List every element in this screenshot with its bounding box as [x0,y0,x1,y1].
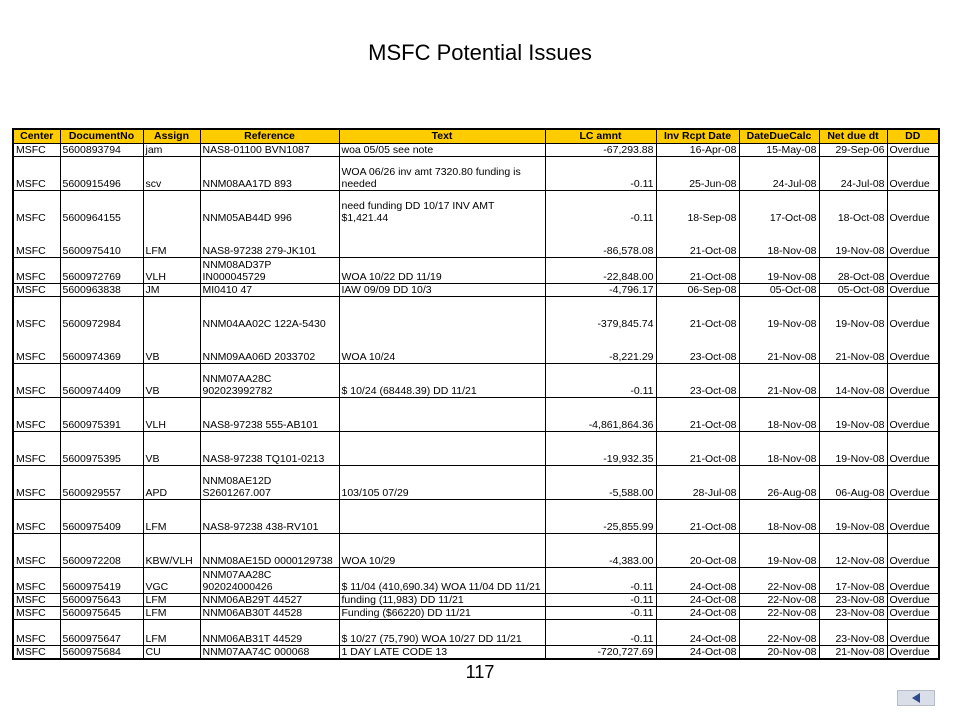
cell-inv-rcpt-date: 24-Oct-08 [656,607,739,620]
cell-reference: NNM08AD37P IN000045729 [200,258,339,284]
cell-reference: NNM08AE12D S2601267.007 [200,466,339,500]
cell-inv-rcpt-date: 21-Oct-08 [656,297,739,331]
cell-center: MSFC [13,594,60,607]
cell-assign: VGC [143,568,200,594]
cell-assign: KBW/VLH [143,534,200,568]
cell-lc-amnt: -4,861,864.36 [545,398,656,432]
cell-inv-rcpt-date: 28-Jul-08 [656,466,739,500]
cell-inv-rcpt-date: 21-Oct-08 [656,500,739,534]
cell-lc-amnt: -0.11 [545,607,656,620]
cell-net-due-dt: 12-Nov-08 [819,534,887,568]
cell-document-no: 5600975643 [60,594,143,607]
cell-center: MSFC [13,398,60,432]
cell-center: MSFC [13,284,60,297]
cell-document-no: 5600963838 [60,284,143,297]
cell-net-due-dt: 23-Nov-08 [819,620,887,646]
cell-document-no: 5600975391 [60,398,143,432]
table-row [13,398,939,432]
cell-lc-amnt: -67,293.88 [545,144,656,157]
cell-net-due-dt: 23-Nov-08 [819,607,887,620]
table-row [13,284,939,297]
cell-date-due-calc: 19-Nov-08 [739,297,819,331]
cell-document-no: 5600972984 [60,297,143,331]
cell-assign: VB [143,432,200,466]
cell-inv-rcpt-date: 24-Oct-08 [656,594,739,607]
cell-center: MSFC [13,157,60,191]
cell-text: 1 DAY LATE CODE 13 [339,646,545,660]
cell-date-due-calc: 22-Nov-08 [739,607,819,620]
cell-assign: LFM [143,224,200,258]
cell-document-no: 5600929557 [60,466,143,500]
cell-dd: Overdue [887,364,939,398]
cell-text: WOA 06/26 inv amt 7320.80 funding is needed [339,157,545,191]
cell-dd: Overdue [887,500,939,534]
cell-document-no: 5600975410 [60,224,143,258]
cell-reference: NNM06AB31T 44529 [200,620,339,646]
cell-dd: Overdue [887,144,939,157]
cell-date-due-calc: 21-Nov-08 [739,330,819,364]
cell-assign: CU [143,646,200,660]
table-row [13,500,939,534]
cell-dd: Overdue [887,284,939,297]
cell-lc-amnt: -720,727.69 [545,646,656,660]
cell-reference: NAS8-97238 555-AB101 [200,398,339,432]
cell-lc-amnt: -22,848.00 [545,258,656,284]
cell-dd: Overdue [887,620,939,646]
cell-dd: Overdue [887,646,939,660]
cell-assign [143,297,200,331]
cell-dd: Overdue [887,191,939,225]
cell-reference: NNM08AE15D 0000129738 [200,534,339,568]
cell-net-due-dt: 19-Nov-08 [819,297,887,331]
table-row [13,364,939,398]
cell-dd: Overdue [887,330,939,364]
table-row [13,534,939,568]
cell-date-due-calc: 17-Oct-08 [739,191,819,225]
header-text: Text [339,129,545,144]
cell-assign: jam [143,144,200,157]
table-row [13,191,939,225]
cell-net-due-dt: 28-Oct-08 [819,258,887,284]
cell-assign [143,191,200,225]
cell-assign: LFM [143,607,200,620]
cell-assign: scv [143,157,200,191]
cell-assign: VLH [143,258,200,284]
back-arrow-icon [912,693,920,703]
cell-lc-amnt: -0.11 [545,594,656,607]
cell-reference: NAS8-01100 BVN1087 [200,144,339,157]
cell-center: MSFC [13,534,60,568]
cell-document-no: 5600975419 [60,568,143,594]
cell-dd: Overdue [887,297,939,331]
cell-text: WOA 10/22 DD 11/19 [339,258,545,284]
cell-assign: VB [143,330,200,364]
cell-date-due-calc: 24-Jul-08 [739,157,819,191]
table-row [13,224,939,258]
cell-lc-amnt: -0.11 [545,364,656,398]
cell-reference: NNM05AB44D 996 [200,191,339,225]
cell-inv-rcpt-date: 24-Oct-08 [656,646,739,660]
cell-net-due-dt: 05-Oct-08 [819,284,887,297]
cell-net-due-dt: 29-Sep-06 [819,144,887,157]
cell-lc-amnt: -379,845.74 [545,297,656,331]
cell-text: $ 11/04 (410,690.34) WOA 11/04 DD 11/21 [339,568,545,594]
cell-date-due-calc: 26-Aug-08 [739,466,819,500]
cell-dd: Overdue [887,594,939,607]
cell-lc-amnt: -25,855.99 [545,500,656,534]
header-row [13,129,939,144]
header-assign: Assign [143,129,200,144]
cell-inv-rcpt-date: 06-Sep-08 [656,284,739,297]
cell-dd: Overdue [887,258,939,284]
cell-lc-amnt: -0.11 [545,620,656,646]
page-number: 117 [465,662,495,682]
cell-text: $ 10/24 (68448.39) DD 11/21 [339,364,545,398]
cell-text [339,500,545,534]
cell-center: MSFC [13,258,60,284]
previous-slide-button[interactable] [897,690,935,706]
cell-document-no: 5600974409 [60,364,143,398]
cell-net-due-dt: 24-Jul-08 [819,157,887,191]
cell-date-due-calc: 22-Nov-08 [739,568,819,594]
page-title: MSFC Potential Issues [368,40,592,65]
cell-dd: Overdue [887,157,939,191]
cell-center: MSFC [13,144,60,157]
cell-center: MSFC [13,224,60,258]
cell-date-due-calc: 20-Nov-08 [739,646,819,660]
cell-text [339,398,545,432]
cell-center: MSFC [13,500,60,534]
header-lc-amnt: LC amnt [545,129,656,144]
cell-date-due-calc: 19-Nov-08 [739,258,819,284]
cell-date-due-calc: 19-Nov-08 [739,534,819,568]
table-row [13,157,939,191]
cell-reference: NNM06AB29T 44527 [200,594,339,607]
cell-net-due-dt: 23-Nov-08 [819,594,887,607]
cell-inv-rcpt-date: 23-Oct-08 [656,364,739,398]
cell-net-due-dt: 14-Nov-08 [819,364,887,398]
table-row [13,568,939,594]
cell-assign: VB [143,364,200,398]
cell-lc-amnt: -86,578.08 [545,224,656,258]
cell-document-no: 5600915496 [60,157,143,191]
cell-inv-rcpt-date: 21-Oct-08 [656,224,739,258]
cell-dd: Overdue [887,224,939,258]
cell-document-no: 5600975645 [60,607,143,620]
cell-reference: MI0410 47 [200,284,339,297]
cell-reference: NNM07AA74C 000068 [200,646,339,660]
cell-assign: LFM [143,620,200,646]
table-row [13,594,939,607]
cell-reference: NNM07AA28C 902023992782 [200,364,339,398]
header-datedue-calc: DateDueCalc [739,129,819,144]
cell-text: woa 05/05 see note [339,144,545,157]
cell-reference: NAS8-97238 438-RV101 [200,500,339,534]
cell-inv-rcpt-date: 21-Oct-08 [656,398,739,432]
header-center: Center [13,129,60,144]
cell-center: MSFC [13,607,60,620]
cell-net-due-dt: 18-Oct-08 [819,191,887,225]
cell-text: IAW 09/09 DD 10/3 [339,284,545,297]
cell-date-due-calc: 22-Nov-08 [739,594,819,607]
cell-reference: NAS8-97238 TQ101-0213 [200,432,339,466]
cell-dd: Overdue [887,568,939,594]
table-row [13,607,939,620]
cell-reference: NNM07AA28C 902024000426 [200,568,339,594]
issues-table [12,128,940,660]
cell-date-due-calc: 18-Nov-08 [739,398,819,432]
table-row [13,258,939,284]
cell-inv-rcpt-date: 24-Oct-08 [656,620,739,646]
cell-dd: Overdue [887,607,939,620]
cell-date-due-calc: 21-Nov-08 [739,364,819,398]
cell-center: MSFC [13,466,60,500]
cell-text: need funding DD 10/17 INV AMT $1,421.44 [339,191,545,225]
cell-dd: Overdue [887,398,939,432]
table-row [13,620,939,646]
cell-center: MSFC [13,191,60,225]
cell-document-no: 5600975409 [60,500,143,534]
cell-reference: NNM08AA17D 893 [200,157,339,191]
cell-text: $ 10/27 (75,790) WOA 10/27 DD 11/21 [339,620,545,646]
cell-text: WOA 10/29 [339,534,545,568]
cell-assign: LFM [143,594,200,607]
table-row [13,297,939,331]
cell-inv-rcpt-date: 21-Oct-08 [656,258,739,284]
header-net-due-dt: Net due dt [819,129,887,144]
cell-document-no: 5600964155 [60,191,143,225]
cell-assign: VLH [143,398,200,432]
table-row [13,646,939,660]
cell-center: MSFC [13,620,60,646]
table-row [13,330,939,364]
cell-lc-amnt: -4,796.17 [545,284,656,297]
cell-date-due-calc: 18-Nov-08 [739,224,819,258]
table-row [13,144,939,157]
cell-dd: Overdue [887,466,939,500]
cell-inv-rcpt-date: 21-Oct-08 [656,432,739,466]
cell-reference: NNM06AB30T 44528 [200,607,339,620]
cell-net-due-dt: 21-Nov-08 [819,646,887,660]
cell-center: MSFC [13,432,60,466]
cell-lc-amnt: -0.11 [545,191,656,225]
cell-inv-rcpt-date: 18-Sep-08 [656,191,739,225]
cell-date-due-calc: 15-May-08 [739,144,819,157]
cell-document-no: 5600974369 [60,330,143,364]
cell-date-due-calc: 05-Oct-08 [739,284,819,297]
cell-assign: APD [143,466,200,500]
cell-center: MSFC [13,364,60,398]
header-reference: Reference [200,129,339,144]
cell-inv-rcpt-date: 24-Oct-08 [656,568,739,594]
cell-net-due-dt: 19-Nov-08 [819,500,887,534]
cell-document-no: 5600972208 [60,534,143,568]
cell-date-due-calc: 22-Nov-08 [739,620,819,646]
cell-assign: LFM [143,500,200,534]
cell-text: WOA 10/24 [339,330,545,364]
cell-dd: Overdue [887,432,939,466]
cell-dd: Overdue [887,534,939,568]
cell-lc-amnt: -0.11 [545,157,656,191]
cell-inv-rcpt-date: 20-Oct-08 [656,534,739,568]
cell-date-due-calc: 18-Nov-08 [739,500,819,534]
header-inv-rcpt-date: Inv Rcpt Date [656,129,739,144]
cell-text: funding (11,983) DD 11/21 [339,594,545,607]
cell-lc-amnt: -5,588.00 [545,466,656,500]
cell-date-due-calc: 18-Nov-08 [739,432,819,466]
cell-inv-rcpt-date: 25-Jun-08 [656,157,739,191]
table-row [13,466,939,500]
cell-text: 103/105 07/29 [339,466,545,500]
cell-text [339,297,545,331]
cell-net-due-dt: 21-Nov-08 [819,330,887,364]
cell-center: MSFC [13,297,60,331]
header-dd: DD [887,129,939,144]
cell-inv-rcpt-date: 16-Apr-08 [656,144,739,157]
cell-text [339,224,545,258]
cell-text [339,432,545,466]
cell-reference: NNM09AA06D 2033702 [200,330,339,364]
cell-center: MSFC [13,646,60,660]
cell-net-due-dt: 19-Nov-08 [819,224,887,258]
cell-center: MSFC [13,330,60,364]
cell-inv-rcpt-date: 23-Oct-08 [656,330,739,364]
cell-document-no: 5600893794 [60,144,143,157]
cell-document-no: 5600972769 [60,258,143,284]
cell-center: MSFC [13,568,60,594]
cell-lc-amnt: -4,383.00 [545,534,656,568]
cell-net-due-dt: 06-Aug-08 [819,466,887,500]
cell-document-no: 5600975647 [60,620,143,646]
cell-net-due-dt: 19-Nov-08 [819,398,887,432]
cell-document-no: 5600975395 [60,432,143,466]
cell-text: Funding ($66220) DD 11/21 [339,607,545,620]
cell-document-no: 5600975684 [60,646,143,660]
cell-net-due-dt: 17-Nov-08 [819,568,887,594]
cell-lc-amnt: -8,221.29 [545,330,656,364]
cell-reference: NAS8-97238 279-JK101 [200,224,339,258]
cell-lc-amnt: -19,932.35 [545,432,656,466]
cell-reference: NNM04AA02C 122A-5430 [200,297,339,331]
table-row [13,432,939,466]
cell-net-due-dt: 19-Nov-08 [819,432,887,466]
cell-lc-amnt: -0.11 [545,568,656,594]
header-documentno: DocumentNo [60,129,143,144]
cell-assign: JM [143,284,200,297]
